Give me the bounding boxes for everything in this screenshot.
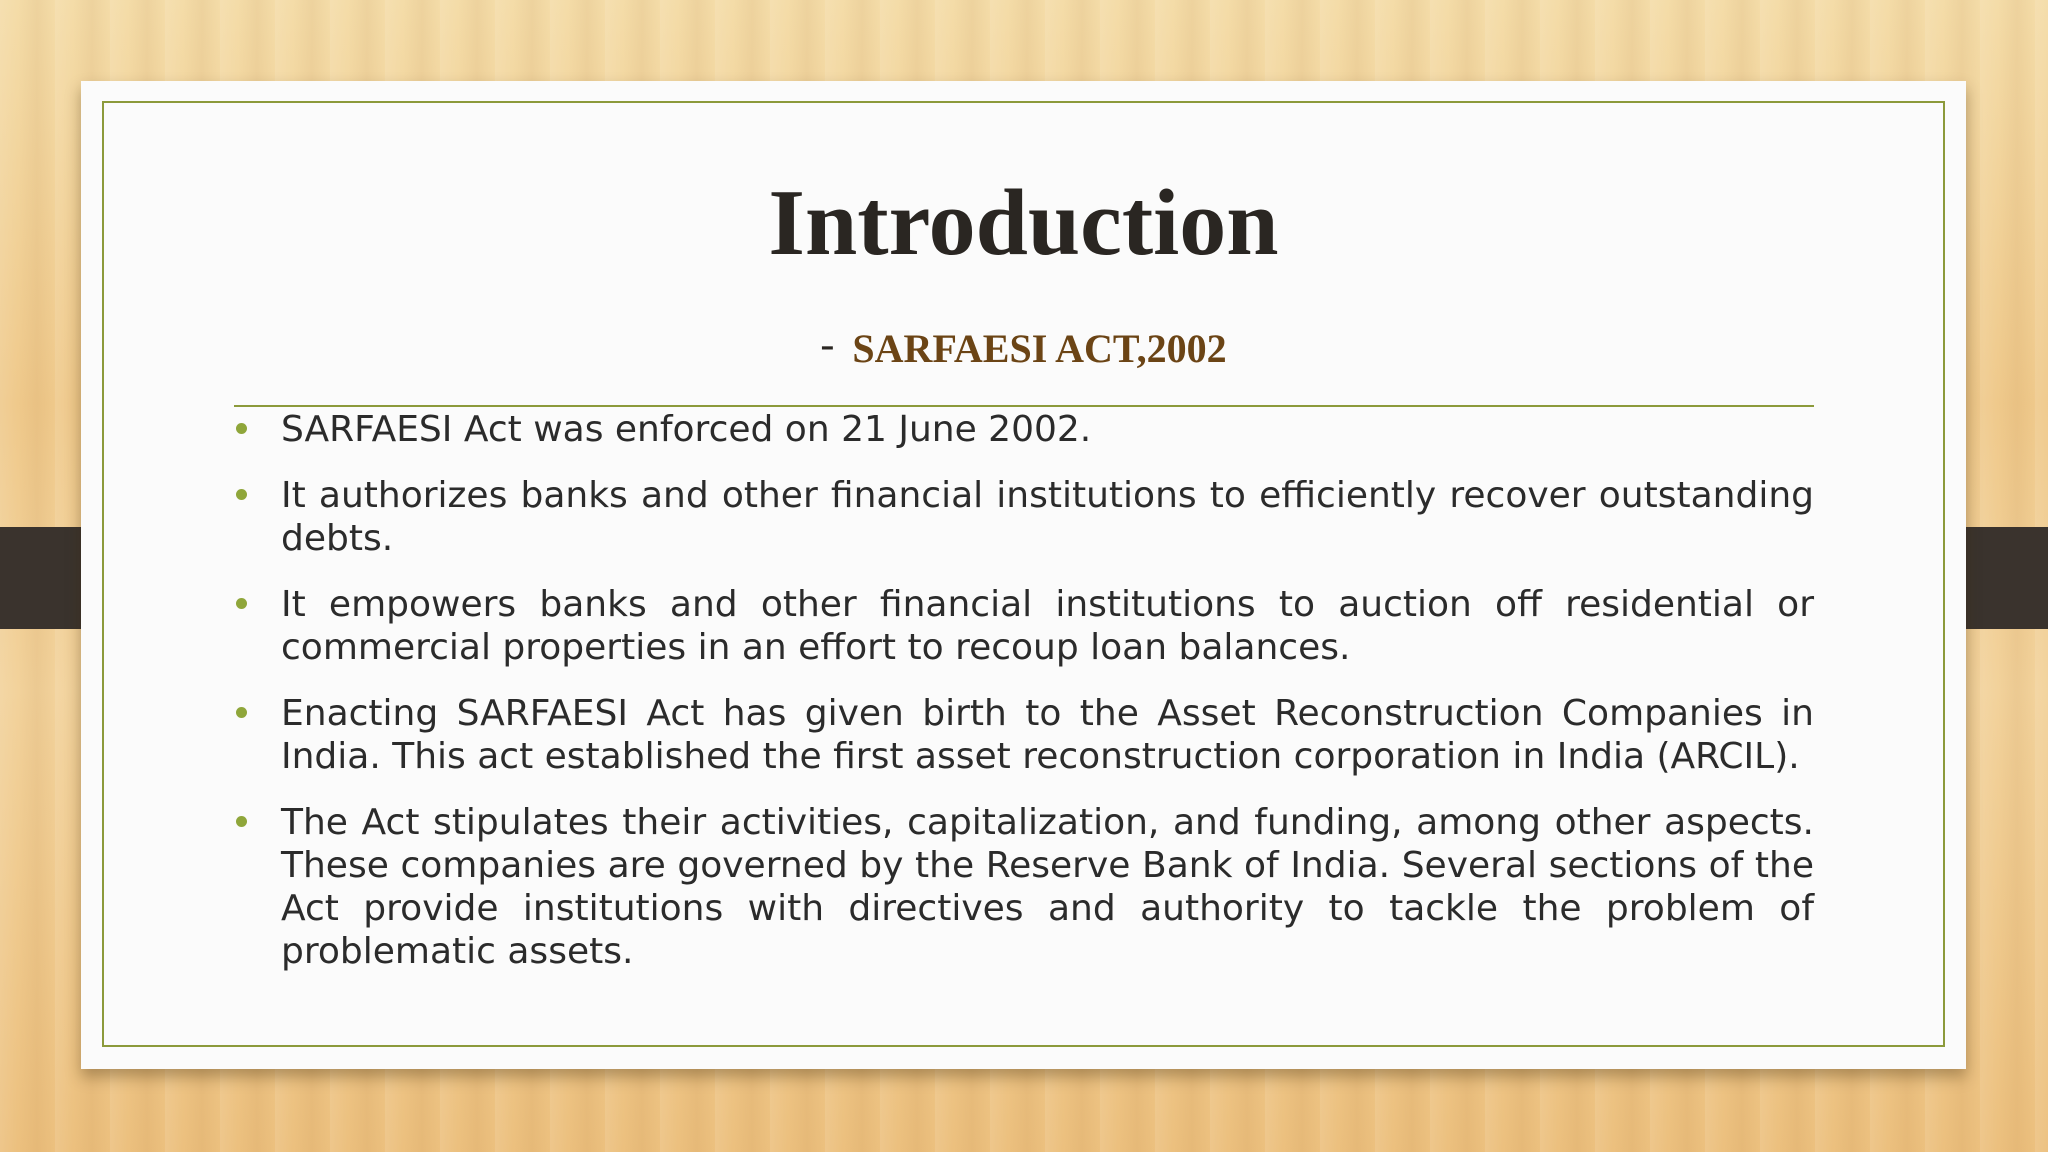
bullet-item: [234, 801, 1814, 973]
bullet-item: [234, 474, 1814, 560]
bullet-dot-icon: [236, 816, 247, 827]
bullet-dot-icon: [236, 598, 247, 609]
slide-subtitle: SARFAESI ACT,2002: [852, 326, 1227, 371]
bullet-text: The Act stipulates their activities, capitalization, and funding, among other aspects. These companies are governed by the Reserve Bank of India. Several sections of the Act provide institutions with directives and authority to tackle the problem of problematic assets.: [281, 802, 1814, 972]
slide-card: [81, 81, 1966, 1069]
bullet-dot-icon: [236, 423, 247, 434]
subtitle-row: [81, 321, 1966, 372]
bullet-item: [234, 692, 1814, 778]
bullet-text: Enacting SARFAESI Act has given birth to the Asset Reconstruction Companies in India. This act established the first asset reconstruction corporation in India (ARCIL).: [281, 693, 1814, 777]
bullet-item: [234, 583, 1814, 669]
title-divider: [234, 405, 1814, 407]
bullet-item: [234, 408, 1814, 451]
bullet-text: SARFAESI Act was enforced on 21 June 2002.: [281, 409, 1092, 450]
subtitle-dash: -: [820, 322, 835, 368]
bullet-dot-icon: [236, 707, 247, 718]
slide-title: Introduction: [768, 171, 1279, 275]
bullet-text: It authorizes banks and other financial institutions to efficiently recover outstanding debts.: [281, 475, 1814, 559]
bullet-list: [234, 408, 1814, 996]
bullet-text: It empowers banks and other financial institutions to auction off residential or commercial properties in an effort to recoup loan balances.: [281, 584, 1814, 668]
bullet-dot-icon: [236, 489, 247, 500]
